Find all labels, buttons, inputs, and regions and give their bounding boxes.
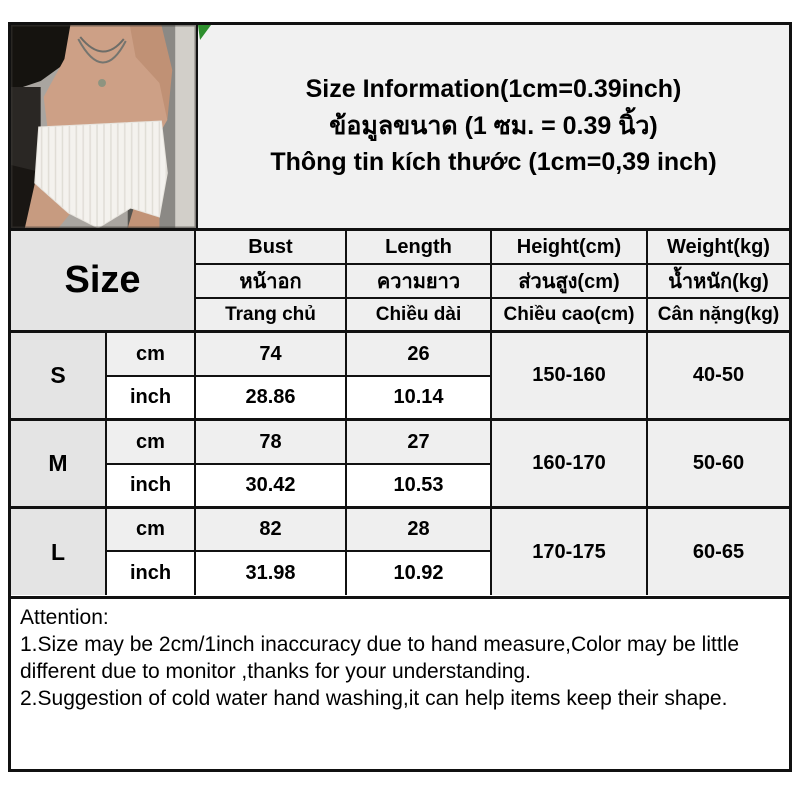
col-header-length-en: Length — [347, 231, 492, 265]
weight-l: 60-65 — [648, 509, 789, 595]
row-size-m: M — [11, 421, 107, 509]
title-english: Size Information(1cm=0.39inch) — [305, 75, 682, 104]
col-header-bust-vi: Trang chủ — [196, 299, 347, 333]
length-cm-l: 28 — [347, 509, 492, 552]
bust-inch-l: 31.98 — [196, 552, 347, 595]
height-m: 160-170 — [492, 421, 648, 509]
col-header-height-en: Height(cm) — [492, 231, 648, 265]
size-chart-sheet — [8, 22, 792, 772]
row-size-l: L — [11, 509, 107, 595]
col-header-bust-en: Bust — [196, 231, 347, 265]
row-size-s: S — [11, 333, 107, 421]
col-header-length-vi: Chiều dài — [347, 299, 492, 333]
attention-note-2: 2.Suggestion of cold water hand washing,it can help items keep their shape. — [20, 687, 728, 710]
product-photo-illustration — [11, 25, 196, 228]
height-l: 170-175 — [492, 509, 648, 595]
product-photo — [11, 25, 198, 228]
unit-cm-m: cm — [107, 421, 196, 465]
bust-inch-s: 28.86 — [196, 377, 347, 421]
col-header-length-th: ความยาว — [347, 265, 492, 299]
col-header-bust-th: หน้าอก — [196, 265, 347, 299]
title-block — [198, 25, 789, 228]
attention-note-1: 1.Size may be 2cm/1inch inaccuracy due to hand measure,Color may be little different due to monitor ,thanks for your understanding. — [20, 633, 740, 683]
length-inch-s: 10.14 — [347, 377, 492, 421]
bust-cm-s: 74 — [196, 333, 347, 377]
attention-heading: Attention: — [20, 606, 109, 629]
unit-inch-m: inch — [107, 465, 196, 509]
weight-s: 40-50 — [648, 333, 789, 421]
height-s: 150-160 — [492, 333, 648, 421]
length-cm-s: 26 — [347, 333, 492, 377]
top-section — [11, 25, 789, 231]
title-vietnamese: Thông tin kích thước (1cm=0,39 inch) — [270, 148, 717, 177]
bust-cm-m: 78 — [196, 421, 347, 465]
attention-section — [11, 596, 789, 769]
length-inch-m: 10.53 — [347, 465, 492, 509]
col-header-weight-en: Weight(kg) — [648, 231, 789, 265]
size-table — [11, 231, 789, 596]
col-header-weight-vi: Cân nặng(kg) — [648, 299, 789, 333]
bust-inch-m: 30.42 — [196, 465, 347, 509]
col-header-weight-th: น้ำหนัก(kg) — [648, 265, 789, 299]
unit-inch-l: inch — [107, 552, 196, 595]
unit-cm-l: cm — [107, 509, 196, 552]
unit-cm-s: cm — [107, 333, 196, 377]
title-thai: ข้อมูลขนาด (1 ซม. = 0.39 นิ้ว) — [329, 111, 658, 140]
col-header-height-vi: Chiều cao(cm) — [492, 299, 648, 333]
col-header-height-th: ส่วนสูง(cm) — [492, 265, 648, 299]
bust-cm-l: 82 — [196, 509, 347, 552]
size-header-cell: Size — [11, 231, 196, 333]
unit-inch-s: inch — [107, 377, 196, 421]
length-cm-m: 27 — [347, 421, 492, 465]
length-inch-l: 10.92 — [347, 552, 492, 595]
weight-m: 50-60 — [648, 421, 789, 509]
cell-corner-flag-icon — [198, 25, 213, 41]
